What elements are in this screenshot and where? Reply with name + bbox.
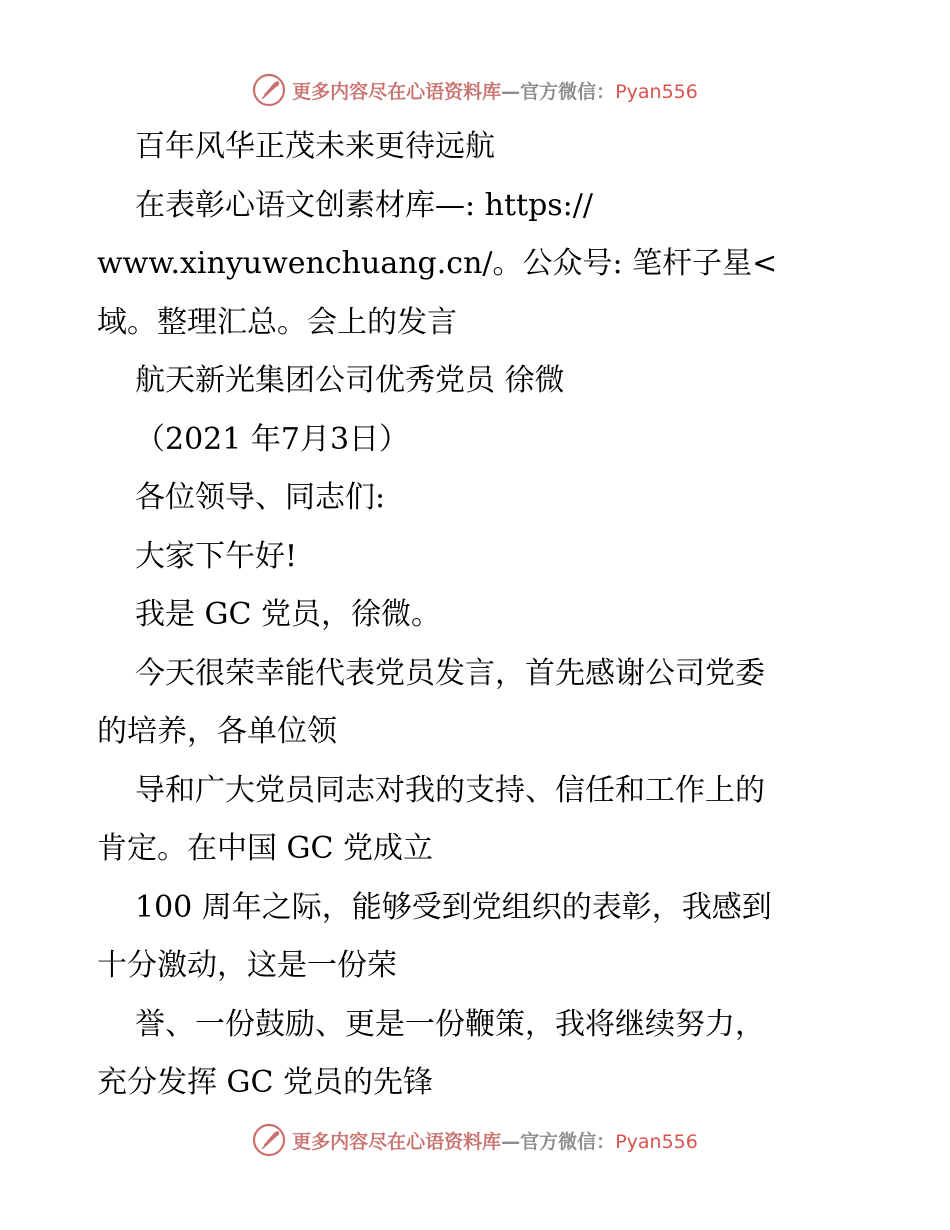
text-line: 导和广大党员同志对我的支持、信任和工作上的 (135, 772, 765, 808)
watermark-banner (252, 73, 698, 107)
footer-watermark (0, 1120, 950, 1160)
text-line: 充分发挥 GC 党员的先锋 (97, 1065, 433, 1100)
text-line: 在表彰心语文创素材库—: https:// (135, 187, 593, 223)
watermark-text (292, 77, 698, 104)
text-line: 的培养，各单位领 (97, 714, 337, 749)
text-line-author: 航天新光集团公司优秀党员 徐微 (135, 363, 565, 398)
text-line: 誉、一份鼓励、更是一份鞭策，我将继续努力， (135, 1006, 765, 1042)
watermark-text (292, 1127, 698, 1154)
quill-pen-logo-icon (252, 1123, 286, 1157)
text-line-salutation: 各位领导、同志们: (135, 480, 386, 515)
text-line: 100 周年之际，能够受到党组织的表彰，我感到 (135, 889, 772, 925)
watermark-red-text: 更多内容尽在心语资料库 (292, 1130, 502, 1153)
text-line-date: （2021 年7月3日） (135, 421, 410, 457)
text-line: 肯定。在中国 GC 党成立 (97, 831, 433, 866)
header-watermark (0, 70, 950, 110)
watermark-banner (252, 1123, 698, 1157)
watermark-gray-text: —官方微信： (501, 80, 616, 103)
text-line: 域。整理汇总。会上的发言 (97, 304, 457, 340)
text-line-greeting: 大家下午好! (135, 538, 298, 574)
text-line-title: 百年风华正茂未来更待远航 (135, 129, 495, 164)
text-line: 我是 GC 党员，徐微。 (135, 597, 441, 632)
quill-pen-logo-icon (252, 73, 286, 107)
watermark-red-text: 更多内容尽在心语资料库 (292, 80, 502, 103)
document-body (97, 118, 857, 1113)
watermark-gray-text: —官方微信： (501, 1130, 616, 1153)
watermark-wechat-id: Pyan556 (615, 80, 698, 103)
text-line: www.xinyuwenchuang.cn/。公众号: 笔杆子星< (97, 246, 778, 281)
text-line: 十分激动，这是一份荣 (97, 948, 397, 983)
watermark-wechat-id: Pyan556 (615, 1130, 698, 1153)
text-line: 今天很荣幸能代表党员发言，首先感谢公司党委 (135, 655, 765, 691)
